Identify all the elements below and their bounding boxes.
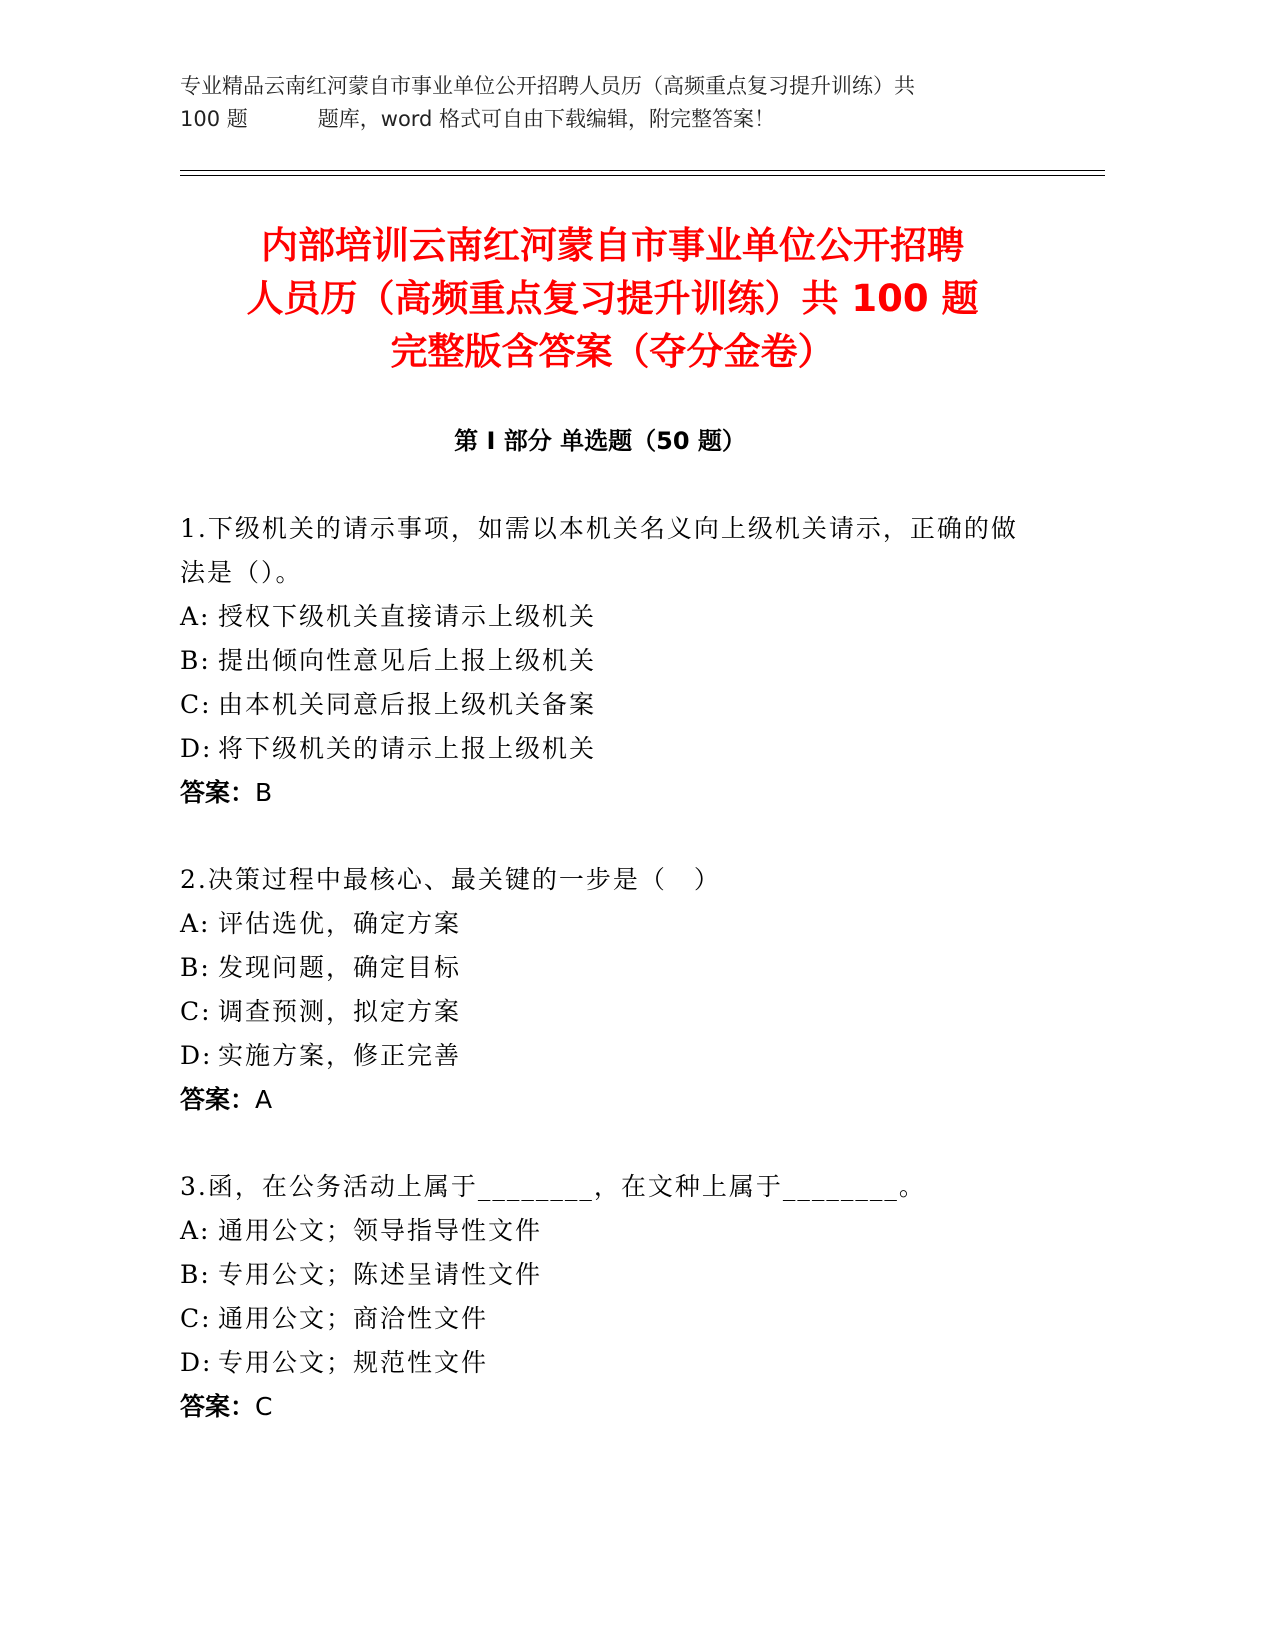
option-text: 实施方案，修正完善 bbox=[218, 1041, 462, 1070]
title-line-3: 完整版含答案（夺分金卷） bbox=[390, 330, 835, 373]
answer-value: C bbox=[255, 1392, 273, 1421]
option-letter: B: bbox=[180, 953, 211, 982]
option-c bbox=[180, 683, 1030, 727]
option-letter: D: bbox=[180, 1348, 213, 1377]
answer-value: A bbox=[255, 1085, 273, 1114]
option-letter: D: bbox=[180, 1041, 213, 1070]
option-b bbox=[180, 639, 1030, 683]
option-letter: C: bbox=[180, 997, 212, 1026]
option-letter: A: bbox=[180, 1216, 211, 1245]
header-divider-bottom bbox=[180, 175, 1105, 176]
option-text: 专用公文；规范性文件 bbox=[218, 1348, 489, 1377]
option-c bbox=[180, 990, 1030, 1034]
option-text: 调查预测，拟定方案 bbox=[218, 997, 462, 1026]
section-title: 第 I 部分 单选题（50 题） bbox=[454, 427, 746, 455]
title-line-2: 人员历（高频重点复习提升训练）共 100 题 bbox=[246, 277, 979, 320]
option-letter: A: bbox=[180, 909, 211, 938]
option-text: 通用公文；商洽性文件 bbox=[218, 1304, 489, 1333]
option-letter: C: bbox=[180, 690, 212, 719]
question-list bbox=[180, 507, 1030, 1472]
question-2 bbox=[180, 858, 1030, 1122]
question-stem: 1.下级机关的请示事项，如需以本机关名义向上级机关请示，正确的做法是（）。 bbox=[180, 514, 1018, 587]
option-d bbox=[180, 727, 1030, 771]
question-3 bbox=[180, 1165, 1030, 1429]
header-line-1: 专业精品云南红河蒙自市事业单位公开招聘人员历（高频重点复习提升训练）共 bbox=[180, 74, 915, 98]
document-title bbox=[150, 219, 1075, 378]
question-stem: 2.决策过程中最核心、最关键的一步是（ ） bbox=[180, 865, 721, 894]
option-a bbox=[180, 902, 1030, 946]
header-line-2-left: 100 题 bbox=[180, 107, 248, 131]
header-divider-top bbox=[180, 170, 1105, 171]
answer-line bbox=[180, 771, 1030, 815]
option-text: 由本机关同意后报上级机关备案 bbox=[218, 690, 597, 719]
answer-label: 答案： bbox=[180, 1085, 256, 1114]
question-stem: 3.函，在公务活动上属于________，在文种上属于________。 bbox=[180, 1172, 926, 1201]
option-text: 通用公文；领导指导性文件 bbox=[218, 1216, 543, 1245]
option-b bbox=[180, 1253, 1030, 1297]
option-letter: B: bbox=[180, 646, 211, 675]
answer-line bbox=[180, 1385, 1030, 1429]
answer-label: 答案： bbox=[180, 778, 256, 807]
option-d bbox=[180, 1034, 1030, 1078]
option-text: 专用公文；陈述呈请性文件 bbox=[218, 1260, 543, 1289]
option-d bbox=[180, 1341, 1030, 1385]
option-text: 授权下级机关直接请示上级机关 bbox=[218, 602, 597, 631]
option-letter: D: bbox=[180, 734, 213, 763]
option-a bbox=[180, 595, 1030, 639]
header-line-2 bbox=[180, 103, 1080, 136]
option-letter: B: bbox=[180, 1260, 211, 1289]
option-b bbox=[180, 946, 1030, 990]
option-text: 提出倾向性意见后上报上级机关 bbox=[218, 646, 597, 675]
option-text: 发现问题，确定目标 bbox=[218, 953, 462, 982]
header-line-2-right: 题库，word 格式可自由下载编辑，附完整答案！ bbox=[317, 107, 776, 131]
answer-label: 答案： bbox=[180, 1392, 256, 1421]
title-line-1: 内部培训云南红河蒙自市事业单位公开招聘 bbox=[261, 224, 964, 267]
answer-line bbox=[180, 1078, 1030, 1122]
answer-value: B bbox=[255, 778, 273, 807]
option-text: 评估选优，确定方案 bbox=[218, 909, 462, 938]
option-letter: C: bbox=[180, 1304, 212, 1333]
option-text: 将下级机关的请示上报上级机关 bbox=[218, 734, 597, 763]
option-a bbox=[180, 1209, 1030, 1253]
option-letter: A: bbox=[180, 602, 211, 631]
option-c bbox=[180, 1297, 1030, 1341]
question-1 bbox=[180, 507, 1030, 815]
page-header bbox=[180, 70, 1080, 136]
